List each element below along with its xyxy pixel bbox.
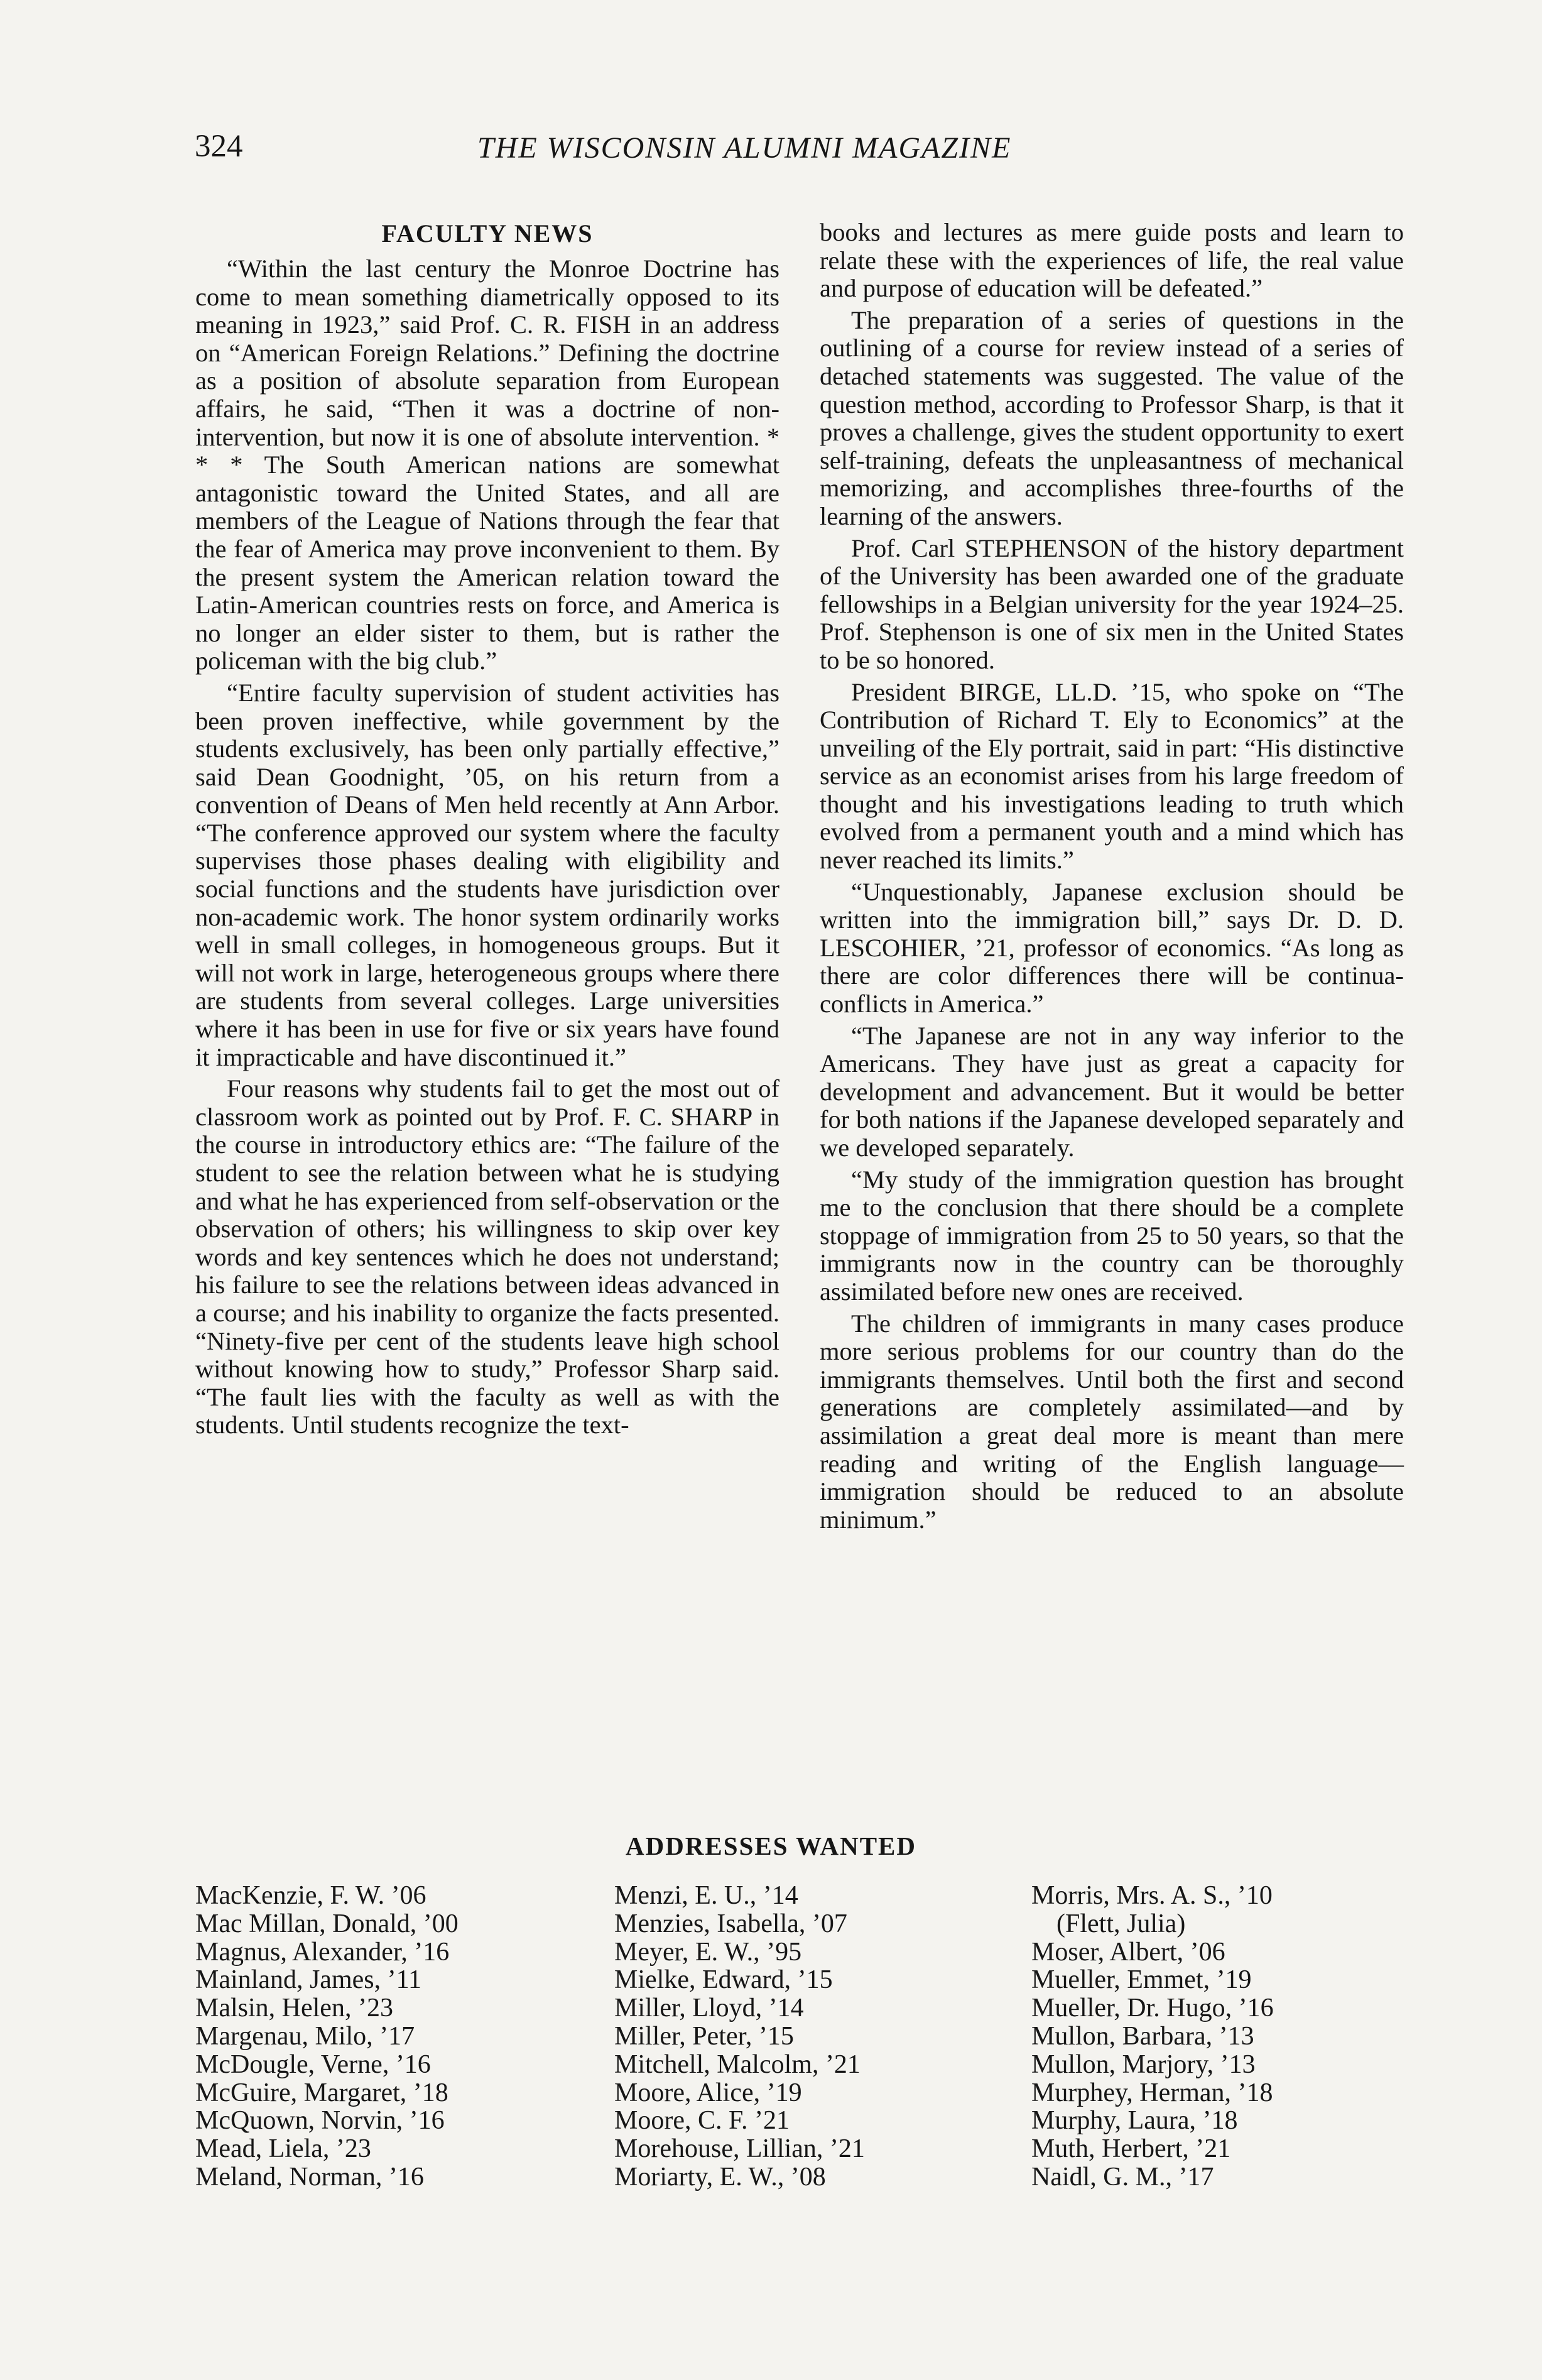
address-entry: Menzi, E. U., ’14 [614,1881,798,1910]
running-title: THE WISCONSIN ALUMNI MAGAZINE [477,131,1012,165]
address-entry: Mac Millan, Donald, ’00 [195,1909,459,1938]
page-number: 324 [195,129,243,164]
address-entry: Morris, Mrs. A. S., ’10 [1031,1881,1273,1910]
address-entry: Mullon, Barbara, ’13 [1031,2021,1254,2051]
addresses-column-2 [614,1882,865,2192]
article-paragraph: “The Japanese are not in any way inferior to the Americans. They have just as great a capacity for development and advancement. But it would be better for both nations if the Japanese developed separately and we developed separately. [820,1021,1404,1162]
article-paragraph: books and lectures as mere guide posts and learn to relate these with the experiences of life, the real value and purpose of education will be defeated.” [820,218,1404,303]
address-entry: Meyer, E. W., ’95 [614,1937,802,1967]
article-paragraph: Prof. Carl STEPHENSON of the history department of the University has been awarded one of the graduate fellowships in a Belgian university for the year 1924–25. Prof. Stephenson is one of six men in the United States to be so honored. [820,533,1404,674]
address-entry: McDougle, Verne, ’16 [195,2050,431,2079]
address-entry: Murphy, Laura, ’18 [1031,2106,1238,2136]
address-entry: Moore, C. F. ’21 [614,2106,790,2136]
address-entry: Malsin, Helen, ’23 [195,1994,393,2023]
address-entry: Murphey, Herman, ’18 [1031,2078,1273,2107]
address-entry: Margenau, Milo, ’17 [195,2021,415,2051]
address-entry: Miller, Lloyd, ’14 [614,1994,804,2023]
article-paragraph: The children of immigrants in many cases produce more serious problems for our country than do the immigrants themselves. Until both the first and second generations are completely assimilated—and by assimilation a great deal more is meant than mere reading and writing of the English language—immigration should be reduced to an absolute minimum.” [820,1309,1404,1534]
address-entry: Meland, Norman, ’16 [195,2162,424,2192]
address-entry: Mielke, Edward, ’15 [614,1965,833,1995]
article-paragraph: “Unquestionably, Japanese exclusion should be written into the immigration bill,” says Dr. D. D. LESCOHIER, ’21, professor of economics. “As long as there are color differences there will be continua-conflicts in America.” [820,877,1404,1018]
address-entry: (Flett, Julia) [1056,1909,1186,1938]
faculty-news-title: FACULTY NEWS [381,219,594,248]
address-entry: Muth, Herbert, ’21 [1031,2134,1231,2164]
faculty-news-right-column [820,219,1404,1537]
addresses-wanted-title: ADDRESSES WANTED [625,1831,917,1860]
address-entry: McQuown, Norvin, ’16 [195,2106,445,2136]
article-paragraph: “Within the last century the Monroe Doctrine has come to mean something diametrically opposed to its meaning in 1923,” said Prof. C. R. FISH in an address on “American Foreign Relations.” Defining the doctrine as a position of absolute separation from European affairs, he said, “Then it was a doctrine of non-intervention, but now it is one of absolute intervention. * * * The South American nations are somewhat antagonistic toward the United States, and all are members of the League of Nations through the fear that the fear of America may prove inconvenient to them. By the present system the American relation toward the Latin-American countries rests on force, and America is no longer an elder sister to them, but is rather the policeman with the big club.” [195,254,779,675]
addresses-column-1 [195,1882,459,2192]
address-entry: Mitchell, Malcolm, ’21 [614,2050,861,2079]
article-paragraph: “Entire faculty supervision of student activities has been proven ineffective, while government by the students exclusively, has been only partially effective,” said Dean Goodnight, ’05, on his return from a convention of Deans of Men held recently at Ann Arbor. “The conference approved our system where the faculty supervises those phases dealing with eligibility and social functions and the students have jurisdiction over non-academic work. The honor system ordinarily works well in small colleges, in homogeneous groups. But it will not work in large, heterogeneous groups where there are students from several colleges. Large universities where it has been in use for five or six years have found it impracticable and have discontinued it.” [195,678,779,1071]
address-entry: McGuire, Margaret, ’18 [195,2078,448,2107]
address-entry: Mainland, James, ’11 [195,1965,422,1995]
address-entry: Miller, Peter, ’15 [614,2021,794,2051]
address-entry: Morehouse, Lillian, ’21 [614,2134,865,2164]
faculty-news-left-column [195,219,779,1443]
article-paragraph: “My study of the immigration question has brought me to the conclusion that there should be a complete stoppage of immigration from 25 to 50 years, so that the immigrants now in the country can be thoroughly assimilated before new ones are received. [820,1165,1404,1306]
address-entry: Mullon, Marjory, ’13 [1031,2050,1256,2079]
address-entry: Mueller, Dr. Hugo, ’16 [1031,1994,1274,2023]
address-entry: Mead, Liela, ’23 [195,2134,371,2164]
address-entry: Magnus, Alexander, ’16 [195,1937,450,1967]
address-entry: Menzies, Isabella, ’07 [614,1909,847,1938]
article-paragraph: President BIRGE, LL.D. ’15, who spoke on “The Contribution of Richard T. Ely to Economics” at the unveiling of the Ely portrait, said in part: “His distinctive service as an economist arises from his large freedom of thought and his investigations leading to truth which evolved from a permanent youth and a mind which has never reached its limits.” [820,677,1404,875]
addresses-column-3 [1031,1882,1274,2192]
address-entry: MacKenzie, F. W. ’06 [195,1881,426,1910]
address-entry: Mueller, Emmet, ’19 [1031,1965,1252,1995]
article-paragraph: Four reasons why students fail to get the most out of classroom work as pointed out by Prof. F. C. SHARP in the course in introductory ethics are: “The failure of the student to see the relation between what he is studying and what he has experienced from self-observation or the observation of others; his willingness to skip over key words and key sentences which he does not understand; his failure to see the relations between ideas advanced in a course; and his inability to organize the facts presented. “Ninety-five per cent of the students leave high school without knowing how to study,” Professor Sharp said. “The fault lies with the faculty as well as with the students. Until students recognize the text- [195,1074,779,1439]
address-entry: Moore, Alice, ’19 [614,2078,802,2107]
address-entry: Moser, Albert, ’06 [1031,1937,1225,1967]
address-entry: Moriarty, E. W., ’08 [614,2162,826,2192]
address-entry: Naidl, G. M., ’17 [1031,2162,1214,2192]
article-paragraph: The preparation of a series of questions in the outlining of a course for review instead of a series of detached statements was suggested. The value of the question method, according to Professor Sharp, is that it proves a challenge, gives the student opportunity to exert self-training, defeats the unpleasantness of mechanical memorizing, and accomplishes three-fourths of the learning of the answers. [820,305,1404,530]
